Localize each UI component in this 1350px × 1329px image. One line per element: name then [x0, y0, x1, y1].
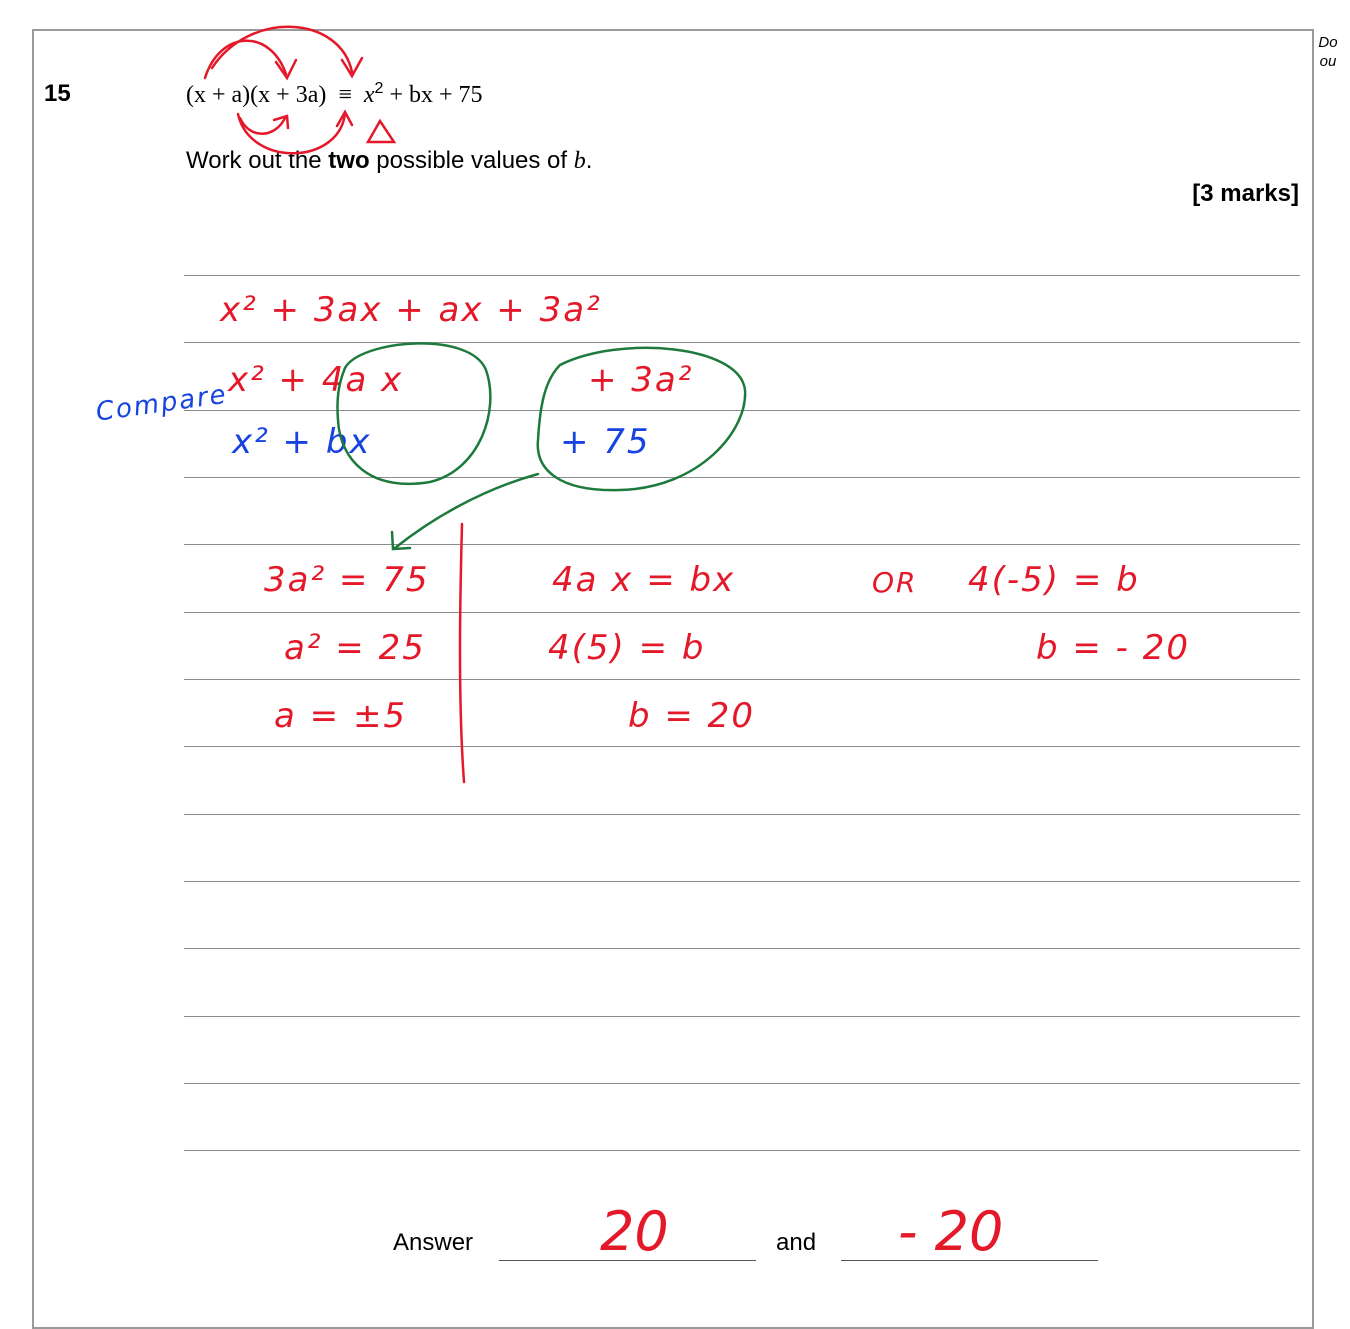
working-simplified-right: + 3a² — [588, 360, 694, 400]
prompt-before: Work out the — [186, 147, 329, 174]
working-line — [184, 612, 1300, 613]
working-line — [184, 679, 1300, 680]
question-expression — [186, 80, 483, 109]
margin-note-line2: ou — [1319, 53, 1337, 70]
margin-note — [1308, 33, 1348, 71]
working-line — [184, 275, 1300, 276]
margin-note-line1: Do — [1318, 34, 1338, 51]
working-line — [184, 1150, 1300, 1151]
working-line — [184, 342, 1300, 343]
working-line — [184, 1016, 1300, 1017]
equiv-symbol: ≡ — [338, 82, 352, 108]
working-col3-line2: b = - 20 — [1036, 628, 1191, 668]
working-line — [184, 477, 1300, 478]
working-line — [184, 1083, 1300, 1084]
answer-value-1[interactable]: 20 — [600, 1200, 669, 1263]
expression-rhs-x: x — [363, 82, 375, 108]
prompt-end: . — [585, 147, 593, 174]
working-or: OR — [872, 566, 918, 599]
expression-rhs-power: 2 — [374, 80, 384, 97]
question-prompt — [186, 147, 592, 175]
and-label: and — [776, 1229, 817, 1256]
working-line — [184, 881, 1300, 882]
working-line — [184, 410, 1300, 411]
working-col2-line2: 4(5) = b — [548, 628, 706, 668]
working-col3-line1: 4(-5) = b — [968, 560, 1140, 600]
prompt-bold: two — [328, 147, 370, 174]
working-col1-line2: a² = 25 — [284, 628, 426, 668]
working-col1-line3: a = ±5 — [274, 696, 408, 736]
marks-label: [3 marks] — [1192, 180, 1299, 207]
question-number: 15 — [44, 80, 71, 107]
compare-note: Compare — [94, 379, 230, 428]
working-col2-line1: 4a x = bx — [552, 560, 736, 600]
working-expansion: x² + 3ax + ax + 3a² — [220, 290, 602, 330]
answer-label: Answer — [393, 1229, 474, 1256]
working-line — [184, 746, 1300, 747]
working-col1-line1: 3a² = 75 — [264, 560, 430, 600]
working-simplified-left: x² + 4a x — [228, 360, 404, 400]
expression-rhs-rest: + bx + 75 — [383, 82, 483, 108]
working-line — [184, 814, 1300, 815]
working-col2-line3: b = 20 — [628, 696, 755, 736]
prompt-after: possible values of — [369, 147, 574, 174]
expression-lhs: (x + a)(x + 3a) — [186, 82, 327, 108]
working-target-right: + 75 — [560, 422, 651, 462]
working-line — [184, 948, 1300, 949]
answer-value-2[interactable]: - 20 — [898, 1200, 1004, 1263]
working-line — [184, 544, 1300, 545]
working-target-left: x² + bx — [232, 422, 372, 462]
prompt-variable: b — [573, 148, 586, 174]
